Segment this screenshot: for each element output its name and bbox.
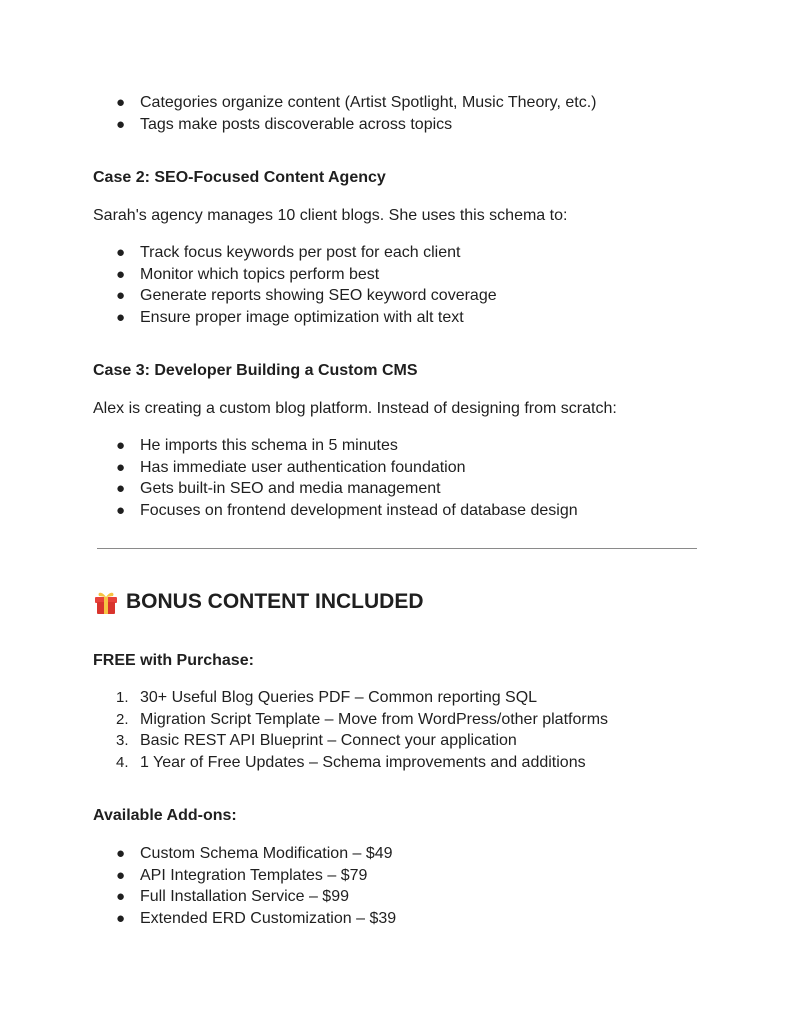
case2-heading: Case 2: SEO-Focused Content Agency — [93, 169, 386, 186]
top-bullet-list — [116, 92, 736, 135]
list-item-text: Track focus keywords per post for each client — [140, 244, 461, 261]
bullet-marker: ● — [116, 501, 126, 519]
list-item — [116, 478, 736, 500]
list-item-text: Categories organize content (Artist Spotlight, Music Theory, etc.) — [140, 94, 597, 111]
list-item-text: API Integration Templates – $79 — [140, 866, 368, 884]
list-item — [116, 886, 736, 908]
list-item — [116, 307, 736, 329]
bullet-marker: ● — [116, 287, 126, 304]
list-item-text: 30+ Useful Blog Queries PDF – Common reporting SQL — [140, 689, 538, 706]
available-addons-heading: Available Add-ons: — [93, 807, 237, 824]
list-item-text: He imports this schema in 5 minutes — [140, 437, 398, 454]
list-item — [116, 114, 736, 136]
bullet-marker: ● — [116, 845, 126, 862]
case3-bullet-list — [116, 435, 736, 521]
list-item — [116, 285, 736, 307]
case2-bullet-list — [116, 242, 736, 328]
list-number: 4. — [116, 753, 129, 771]
list-item-text: Custom Schema Modification – $49 — [140, 845, 393, 862]
case3-heading: Case 3: Developer Building a Custom CMS — [93, 362, 418, 379]
bullet-marker: ● — [116, 115, 126, 133]
list-item — [116, 752, 736, 774]
bullet-marker: ● — [116, 437, 126, 454]
list-item-text: Full Installation Service – $99 — [140, 888, 349, 905]
list-item — [116, 500, 736, 522]
case2-intro: Sarah's agency manages 10 client blogs. She uses this schema to: — [93, 207, 568, 224]
list-item-text: Extended ERD Customization – $39 — [140, 909, 397, 927]
list-item-text: Tags make posts discoverable across topics — [140, 115, 453, 133]
bullet-marker: ● — [116, 866, 126, 884]
list-item-text: Has immediate user authentication foundation — [140, 458, 466, 476]
list-number: 1. — [116, 689, 129, 706]
list-item-text: Gets built-in SEO and media management — [140, 480, 441, 497]
list-item — [116, 730, 736, 752]
addons-list — [116, 843, 736, 929]
list-item-text: 1 Year of Free Updates – Schema improvements and additions — [140, 753, 586, 771]
list-number: 3. — [116, 732, 129, 749]
bullet-marker: ● — [116, 458, 126, 476]
bullet-marker: ● — [116, 244, 126, 261]
list-item — [116, 687, 736, 709]
list-item-text: Monitor which topics perform best — [140, 265, 380, 283]
list-item — [116, 843, 736, 865]
list-item — [116, 709, 736, 731]
list-item — [116, 865, 736, 887]
bonus-section-title — [93, 588, 424, 616]
list-item — [116, 457, 736, 479]
bullet-marker: ● — [116, 909, 126, 927]
bullet-marker: ● — [116, 94, 126, 111]
bullet-marker: ● — [116, 308, 126, 326]
free-items-list — [116, 687, 736, 773]
list-item-text: Ensure proper image optimization with alt text — [140, 308, 464, 326]
list-item — [116, 435, 736, 457]
list-item-text: Migration Script Template – Move from WordPress/other platforms — [140, 710, 609, 728]
list-item — [116, 264, 736, 286]
bullet-marker: ● — [116, 480, 126, 497]
list-item — [116, 908, 736, 930]
list-number: 2. — [116, 710, 129, 728]
list-item — [116, 242, 736, 264]
gift-icon — [93, 589, 119, 615]
list-item-text: Focuses on frontend development instead of database design — [140, 501, 578, 519]
bullet-marker: ● — [116, 265, 126, 283]
free-with-purchase-heading: FREE with Purchase: — [93, 652, 254, 669]
list-item — [116, 92, 736, 114]
bonus-title-text: BONUS CONTENT INCLUDED — [126, 590, 424, 613]
bullet-marker: ● — [116, 888, 126, 905]
list-item-text: Basic REST API Blueprint – Connect your application — [140, 732, 517, 749]
list-item-text: Generate reports showing SEO keyword coverage — [140, 287, 497, 304]
case3-intro: Alex is creating a custom blog platform. Instead of designing from scratch: — [93, 400, 617, 417]
horizontal-divider — [97, 548, 697, 549]
